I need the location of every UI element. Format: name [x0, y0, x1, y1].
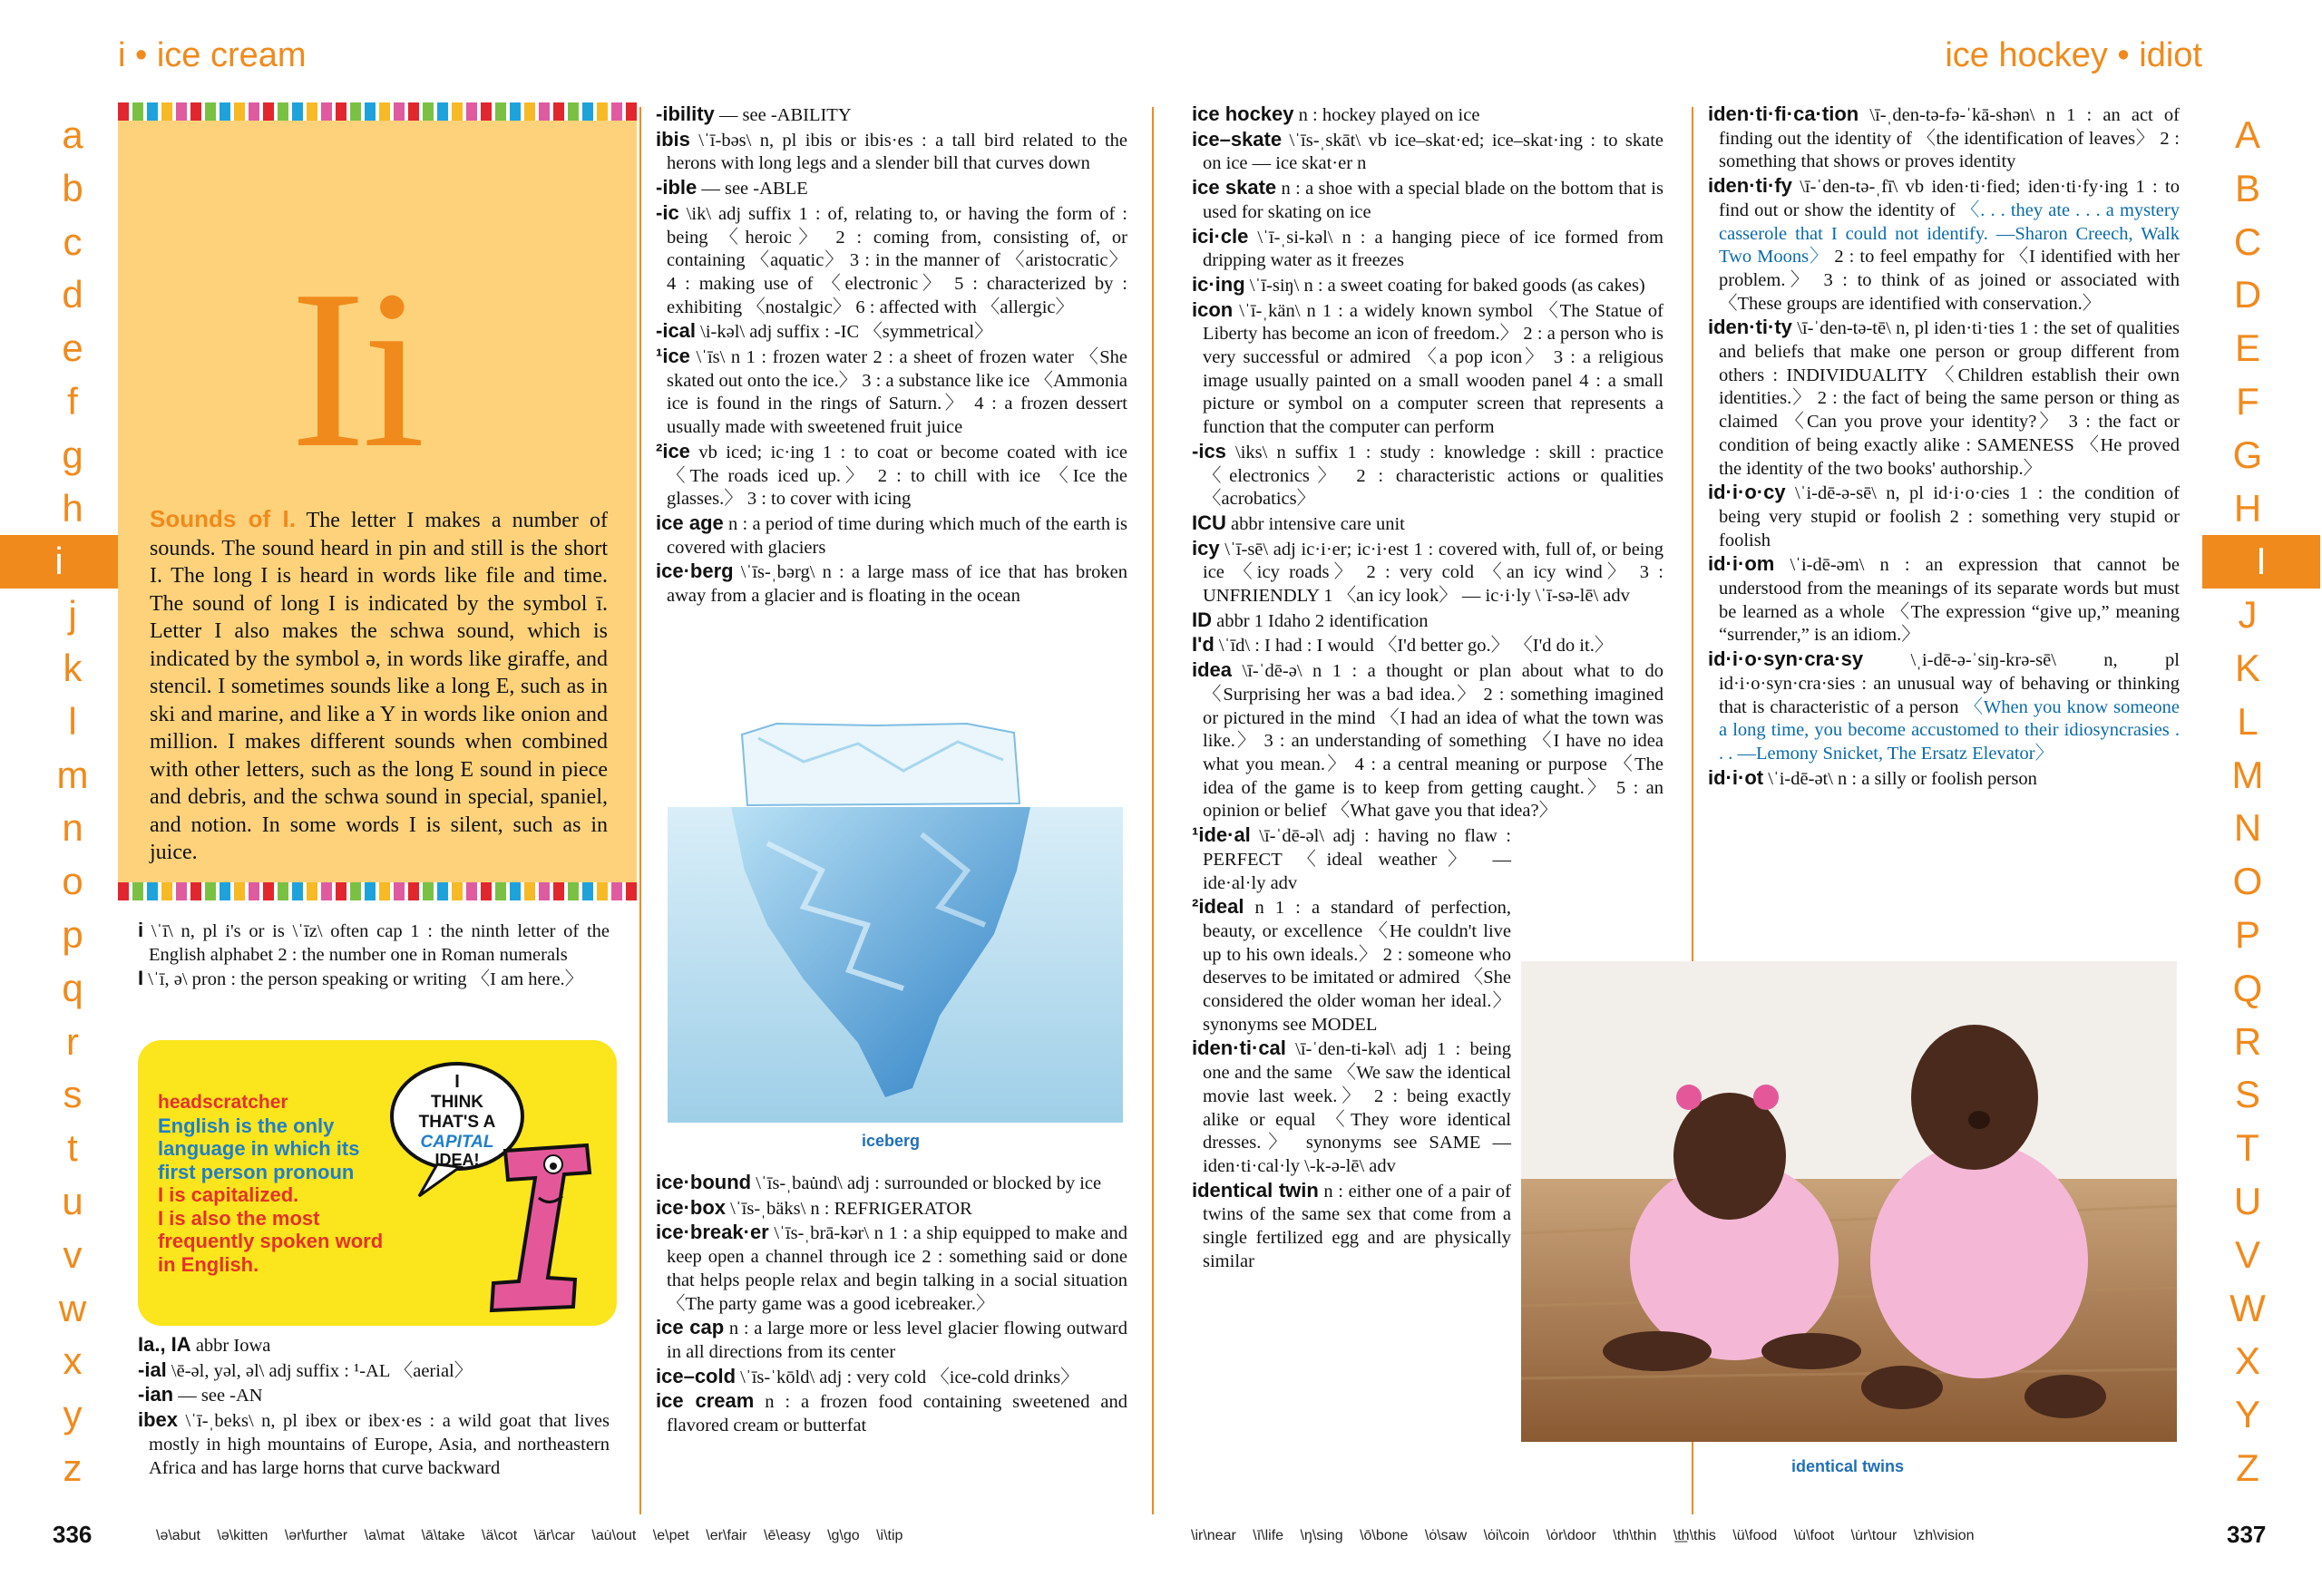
letter-tab-A[interactable]: A — [2234, 113, 2260, 156]
dictionary-entry — [1708, 481, 2180, 552]
entry-definition: \ˈī, ə\ pron : the person speaking or writing 〈I am here.〉 — [143, 969, 584, 990]
headscratcher-text — [158, 1091, 385, 1276]
letter-tab-h[interactable]: h — [62, 486, 83, 530]
letter-tab-j[interactable]: j — [68, 593, 77, 637]
entry-definition: \ˈī-sē\ adj ic·i·er; ic·i·est 1 : covered with, full of, or being ice 〈icy roads〉 2 : very cold 〈an icy wind〉 3 : UNFRIENDLY 1 〈an icy look〉 — ic·i·ly \ˈī-sə-lē\ adv — [1203, 539, 1663, 607]
letter-intro-panel — [118, 102, 637, 900]
letter-tab-Y[interactable]: Y — [2234, 1393, 2260, 1436]
running-head-right: ice hockey • idiot — [1945, 36, 2202, 74]
letter-tab-x[interactable]: x — [63, 1339, 83, 1383]
sounds-of-i-text — [150, 505, 608, 867]
entry-definition: \ˈī-ˌbeks\ n, pl ibex or ibex·es : a wild goat that lives mostly in high mountains of Europe, Asia, and northeastern Africa and has large horns that curve backward — [149, 1411, 610, 1478]
letter-tab-H[interactable]: H — [2233, 486, 2262, 530]
dictionary-entry — [138, 1333, 610, 1358]
entry-headword: I'd — [1192, 633, 1215, 657]
identical-twins-photo — [1521, 961, 2177, 1442]
entry-definition: \ˈī\ n, pl i's or is \ˈīz\ often cap 1 : the ninth letter of the English alphabet 2 : the number one in Roman numerals — [143, 921, 610, 965]
svg-text:I: I — [454, 1072, 460, 1092]
speech-bubble-mascot — [383, 1051, 610, 1314]
entry-quotation: 〈. . . they ate . . . a mystery casserole that I could not identify. —Sharon Creech, Walk Two Moons〉 — [1719, 200, 2180, 268]
entry-definition: \ˈīd\ : I had : I would 〈I'd better go.〉 〈I'd do it.〉 — [1214, 636, 1614, 657]
sounds-body: The letter I makes a number of sounds. The sound heard in pin and still is the short I. The long I is heard in words like file and time. The sound of long I is indicated by the symbol ī. Letter I also makes the schwa sound, which is indicated by the symbol ə, in words like giraffe, and stencil. I sometimes sounds like a long E, such as in ski and marine, and like a Y in words like onion and million. I makes different sounds when combined with other letters, such as the long E sound in piece and debris, and the schwa sound in special, spaniel, and notion. In some words I is silent, such as in juice. — [150, 509, 608, 864]
entry-headword: ice hockey — [1192, 102, 1294, 125]
entry-headword: iden·ti·ty — [1708, 316, 1792, 339]
letter-tab-v[interactable]: v — [63, 1232, 83, 1276]
column-2-top — [656, 102, 1127, 608]
headscratcher-fact-1: English is the only language in which its first person pronoun — [158, 1114, 360, 1183]
letter-tab-U[interactable]: U — [2233, 1179, 2262, 1222]
entry-definition-cont: 2 : to feel empathy for 〈I identified with her problem.〉 3 : to think of as joined or associated with 〈These groups are identified with conservation.〉 — [1719, 247, 2180, 314]
dictionary-entry — [1192, 658, 1663, 823]
column-1-bottom — [138, 1333, 610, 1480]
entry-headword: Ia., IA — [138, 1333, 191, 1356]
entry-headword: id·i·o·syn·cra·sy — [1708, 647, 1864, 671]
letter-tab-F[interactable]: F — [2236, 379, 2259, 423]
headscratcher-fact-2: I is also the most frequently spoken word in English. — [158, 1206, 384, 1276]
column-rule — [639, 107, 641, 1514]
letter-tab-n[interactable]: n — [62, 806, 83, 850]
letter-tab-P[interactable]: P — [2234, 912, 2260, 956]
iceberg-illustration — [668, 716, 1123, 1123]
dictionary-entry — [138, 967, 610, 992]
dictionary-entry — [1708, 316, 2180, 481]
letter-tab-J[interactable]: J — [2238, 593, 2258, 637]
dictionary-entry — [656, 1196, 1127, 1221]
svg-text:THINK: THINK — [430, 1093, 484, 1112]
entry-headword: ice cream — [656, 1389, 755, 1413]
entry-headword: iden·ti·fi·ca·tion — [1708, 102, 1859, 125]
letter-tab-u[interactable]: u — [62, 1179, 83, 1222]
letter-tab-c[interactable]: c — [63, 219, 83, 263]
dictionary-entry — [656, 1389, 1127, 1437]
letter-tab-z[interactable]: z — [63, 1445, 83, 1489]
dictionary-entry — [1192, 225, 1663, 273]
letter-tab-E[interactable]: E — [2234, 326, 2260, 370]
big-letter-heading: Ii — [290, 244, 422, 495]
headscratcher-box — [138, 1040, 617, 1326]
entry-headword: ID — [1192, 608, 1212, 631]
dictionary-entry — [1192, 537, 1663, 608]
entry-definition: n : a frozen food containing sweetened and flavored cream or butterfat — [667, 1392, 1127, 1436]
entry-headword: id·i·om — [1708, 552, 1775, 576]
entry-definition: \ē-əl, yəl, əl\ adj suffix : ¹-AL 〈aerial〉 — [166, 1360, 473, 1381]
letter-tab-Q[interactable]: Q — [2232, 966, 2263, 1009]
letter-tab-R[interactable]: R — [2233, 1019, 2262, 1063]
letter-tab-L[interactable]: L — [2237, 699, 2259, 743]
dictionary-entry — [1708, 552, 2180, 647]
dictionary-entry — [1192, 608, 1663, 634]
entry-definition: abbr intensive care unit — [1225, 513, 1405, 534]
letter-tab-V[interactable]: V — [2234, 1232, 2260, 1276]
dictionary-entry — [138, 1408, 610, 1480]
entry-definition: \ī-ˈden-tə-tē\ n, pl iden·ti·ties 1 : the set of qualities and beliefs that make one person or group different from others : INDIVIDUALITY 〈Children establish their own identities.〉 2 : the fact of being the same person or thing as claimed 〈Can you prove your identity?〉 3 : the fact or condition of being exactly alike : SAMENESS 〈He proved the identity of the two books' authorship.〉 — [1719, 318, 2180, 479]
entry-headword: ice–cold — [656, 1364, 737, 1387]
dictionary-entry — [1192, 1179, 1511, 1274]
entry-definition: n : hockey played on ice — [1293, 105, 1480, 125]
entry-quotation: 〈When you know someone a long time, you become accustomed to their idiosyncrasies . . . —Lemony Snicket, The Ersatz Elevator〉 — [1719, 696, 2180, 764]
entry-headword: ic·ing — [1192, 272, 1245, 296]
letter-tab-N[interactable]: N — [2233, 806, 2262, 850]
letter-tab-G[interactable]: G — [2232, 433, 2263, 476]
entry-headword: -ian — [138, 1383, 174, 1406]
letter-tab-a[interactable]: a — [62, 113, 83, 156]
entry-definition: n : a shoe with a special blade on the bottom that is used for skating on ice — [1203, 179, 1663, 222]
dictionary-entry — [656, 102, 1127, 128]
dictionary-entry — [1192, 102, 1663, 128]
dictionary-entry — [656, 1221, 1127, 1316]
entry-definition: — see -AN — [173, 1386, 263, 1406]
dictionary-entry — [656, 511, 1127, 560]
entry-definition: n : either one of a pair of twins of the same sex that come from a single fertilized egg and are physically similar — [1203, 1181, 1511, 1271]
column-2-bottom — [656, 1171, 1127, 1438]
entry-headword: ice age — [656, 511, 724, 534]
entry-headword: id·i·o·cy — [1708, 481, 1786, 504]
dictionary-entry — [656, 176, 1127, 201]
page-number-right: 337 — [2227, 1521, 2267, 1548]
twins-caption: identical twins — [1791, 1457, 1905, 1475]
letter-tab-M[interactable]: M — [2231, 753, 2264, 796]
letter-tab-Z[interactable]: Z — [2236, 1445, 2259, 1489]
entry-headword: ice cap — [656, 1316, 725, 1339]
entry-headword: ICU — [1192, 511, 1226, 534]
entry-headword: ibex — [138, 1408, 179, 1432]
dictionary-entry — [1192, 440, 1663, 511]
entry-headword: icon — [1192, 297, 1234, 321]
entry-definition: \ˈīs-ˌbau̇nd\ adj : surrounded or blocked by ice — [751, 1173, 1102, 1193]
entry-definition: abbr Iowa — [190, 1336, 271, 1356]
letter-tab-f[interactable]: f — [67, 379, 78, 423]
dictionary-entry — [1192, 633, 1663, 658]
entry-definition: — see -ABLE — [697, 179, 808, 200]
entry-definition: \ī-ˈden-ti-kəl\ adj 1 : being one and the same 〈We saw the identical movie last week.〉 2 : being exactly alike or equal 〈They wore identical dresses.〉 synonyms see SAME — iden·ti·cal·ly \-k-ə-lē\ adv — [1203, 1039, 1511, 1176]
letter-tab-b[interactable]: b — [62, 166, 83, 209]
letter-tab-k[interactable]: k — [63, 646, 83, 689]
entry-headword: ²ice — [656, 439, 690, 462]
entry-definition: \ī-ˌden-tə-fə-ˈkā-shən\ n 1 : an act of finding out the identity of 〈the identification of leaves〉 2 : something that shows or proves identity — [1719, 105, 2180, 172]
entry-definition: \iks\ n suffix 1 : study : knowledge : skill : practice 〈electronics〉 2 : characteristic actions or qualities 〈acrobatics〉 — [1203, 442, 1663, 510]
entry-definition: n : a large more or less level glacier flowing outward in all directions from its center — [667, 1319, 1127, 1362]
letter-tab-W[interactable]: W — [2229, 1286, 2266, 1329]
column-rule — [1152, 107, 1154, 1514]
entry-headword: ici·cle — [1192, 224, 1249, 248]
dictionary-entry — [1192, 895, 1511, 1036]
entry-definition: — see -ABILITY — [714, 105, 852, 125]
letter-tab-I[interactable]: I — [2202, 535, 2320, 589]
letter-tab-B[interactable]: B — [2234, 166, 2260, 209]
entry-headword: i — [138, 919, 144, 941]
entry-headword: -ics — [1192, 439, 1226, 462]
entry-definition: \ˈi-dē-əm\ n : an expression that cannot be understood from the meanings of its separate words but must be learned as a whole 〈The expression “give up,” meaning “surrender,” is an idiom.〉 — [1719, 555, 2180, 646]
entry-definition: \ˈīs-ˈkōld\ adj : very cold 〈ice-cold drinks〉 — [736, 1367, 1079, 1387]
entry-definition: \ˈīs-ˌbäks\ n : REFRIGERATOR — [726, 1198, 972, 1219]
entry-definition: \ˈi-dē-ə-sē\ n, pl id·i·o·cies 1 : the condition of being very stupid or foolish 2 : something very stupid or foolish — [1719, 483, 2180, 550]
dictionary-entry — [1192, 273, 1663, 298]
dictionary-entry — [656, 128, 1127, 176]
dictionary-entry — [138, 919, 610, 967]
letter-tab-m[interactable]: m — [56, 753, 89, 796]
letter-tab-C[interactable]: C — [2233, 219, 2262, 263]
entry-headword: ice·box — [656, 1195, 727, 1219]
dictionary-entry — [138, 1383, 610, 1408]
entry-definition: \ˈīs-ˌbrā-kər\ n 1 : a ship equipped to make and keep open a channel through ice 2 : something said or done that helps people relax and begin talking in a social situation 〈The party game was a good icebreaker.〉 — [667, 1223, 1127, 1314]
entry-headword: -ic — [656, 200, 679, 224]
alphabet-tabs-right — [2211, 109, 2284, 1495]
headscratcher-title: headscratcher — [158, 1092, 288, 1113]
iceberg-caption: iceberg — [862, 1132, 921, 1150]
entry-definition: \ˈīs-ˌbərg\ n : a large mass of ice that has broken away from a glacier and is floating in the ocean — [667, 562, 1127, 607]
entry-definition: \ˈī-siŋ\ n : a sweet coating for baked goods (as cakes) — [1244, 275, 1645, 296]
entry-definition: n 1 : a standard of perfection, beauty, or excellence 〈He couldn't live up to his own ideals.〉 2 : someone who deserves to be imitated or admired 〈She considered the older woman her ideal.〉 synonyms see MODEL — [1203, 898, 1511, 1035]
entry-headword: -ical — [656, 319, 697, 343]
entry-definition: \ˈīs-ˌskāt\ vb ice–skat·ed; ice–skat·ing : to skate on ice — ice skat·er n — [1203, 130, 1663, 174]
dictionary-entry — [656, 1171, 1127, 1196]
letter-tab-p[interactable]: p — [62, 912, 83, 956]
running-head-left: i • ice cream — [118, 36, 307, 74]
entry-definition: \ī-ˈdē-ə\ n 1 : a thought or plan about what to do 〈Surprising her was a bad idea.〉 2 : something imagined or pictured in the mind 〈I had an idea of what the town was like.〉 3 : an understanding of something 〈I have no idea what you mean.〉 4 : a central meaning or purpose 〈The idea of the game is to keep from getting caught.〉 5 : an opinion or belief 〈What gave you that idea?〉 — [1203, 661, 1663, 822]
entry-headword: ¹ide·al — [1192, 823, 1251, 847]
entry-headword: ²ideal — [1192, 895, 1244, 919]
entry-headword: ¹ice — [656, 345, 690, 368]
letter-tab-l[interactable]: l — [68, 699, 77, 743]
dictionary-entry — [1708, 647, 2180, 766]
svg-text:IDEA!: IDEA! — [434, 1151, 480, 1169]
entry-headword: identical twin — [1192, 1178, 1319, 1202]
svg-text:THAT'S A: THAT'S A — [418, 1113, 496, 1132]
entry-definition: \ˈi-dē-ət\ n : a silly or foolish person — [1763, 768, 2037, 789]
pronunciation-key-right: \ir\near \ī\life \ŋ\sing \ō\bone \ȯ\saw \ȯi\coin \ȯr\door \th\thin \t͟h\this \ü\food \u̇\foot \u̇r\tour \zh\vision — [1191, 1528, 1975, 1543]
entry-definition: \ik\ adj suffix 1 : of, relating to, or having the form of : being 〈heroic〉 2 : coming from, consisting of, or containing 〈aquatic〉 3 : in the manner of 〈aristocratic〉 4 : making use of 〈electronic〉 5 : characterized by : exhibiting 〈nostalgic〉 6 : affected with 〈allergic〉 — [667, 203, 1127, 317]
entry-headword: idea — [1192, 658, 1233, 682]
dictionary-entry — [656, 1365, 1127, 1390]
entry-headword: ice skate — [1192, 176, 1277, 200]
dictionary-entry — [1192, 823, 1511, 895]
color-stripe — [118, 882, 637, 900]
color-stripe — [118, 102, 637, 121]
entry-definition: \ˈī-ˌsi-kəl\ n : a hanging piece of ice formed from dripping water as it freezes — [1203, 227, 1663, 271]
entry-definition: \ˈīs\ n 1 : frozen water 2 : a sheet of frozen water 〈She skated out onto the ice.〉 3 : a substance like ice 〈Ammonia ice is found in the rings of Saturn.〉 4 : a frozen dessert usually made with sweetened fruit juice — [667, 347, 1127, 438]
entry-definition: \ˈī-ˌkän\ n 1 : a widely known symbol 〈The Statue of Liberty has become an icon of freedom.〉 2 : a person who is very successful or admired 〈a pop icon〉 3 : a religious image usually painted on a small wooden panel 4 : a small picture or symbol on a computer screen that represents a function that the computer can perform — [1203, 300, 1663, 438]
dictionary-entry — [656, 345, 1127, 440]
dictionary-entry — [656, 1316, 1127, 1364]
entry-headword: id·i·ot — [1708, 765, 1764, 789]
entry-headword: -ial — [138, 1358, 167, 1381]
entry-headword: -ible — [656, 176, 698, 200]
letter-tab-O[interactable]: O — [2232, 860, 2263, 903]
dictionary-entry — [1708, 174, 2180, 316]
pronunciation-key-left: \ə\abut \ə\kitten \ər\further \a\mat \ā\take \ä\cot \är\car \au̇\out \e\pet \er\fair \ē\easy \g\go \i\tip — [156, 1528, 903, 1543]
column-1-top — [138, 919, 610, 992]
dictionary-entry — [656, 201, 1127, 320]
letter-tab-T[interactable]: T — [2236, 1126, 2259, 1170]
dictionary-entry — [1708, 102, 2180, 174]
entry-headword: icy — [1192, 536, 1220, 560]
dictionary-entry — [138, 1358, 610, 1384]
letter-tab-q[interactable]: q — [62, 966, 83, 1009]
dictionary-entry — [656, 319, 1127, 345]
entry-headword: ice·break·er — [656, 1221, 769, 1244]
entry-definition: abbr 1 Idaho 2 identification — [1212, 610, 1429, 631]
entry-headword: ibis — [656, 127, 690, 151]
column-4 — [1708, 102, 2180, 791]
entry-definition: n : a period of time during which much of the earth is covered with glaciers — [667, 513, 1128, 558]
letter-tab-g[interactable]: g — [62, 433, 83, 476]
page-number-left: 336 — [53, 1521, 93, 1548]
entry-definition: \ī-ˈden-tə-ˌfī\ vb iden·ti·fied; iden·ti·fy·ing 1 : to find out or show the identity of — [1719, 177, 2180, 220]
dictionary-entry — [1192, 128, 1663, 176]
letter-tab-t[interactable]: t — [67, 1126, 78, 1170]
letter-tab-K[interactable]: K — [2234, 646, 2260, 689]
dictionary-entry — [656, 440, 1127, 511]
letter-tab-D[interactable]: D — [2233, 273, 2262, 316]
entry-headword: ice·bound — [656, 1171, 752, 1193]
dictionary-entry — [1192, 511, 1663, 537]
letter-tab-e[interactable]: e — [62, 326, 83, 370]
entry-headword: ice·berg — [656, 560, 734, 583]
letter-tab-S[interactable]: S — [2234, 1073, 2260, 1116]
letter-tab-r[interactable]: r — [66, 1019, 79, 1063]
dictionary-entry — [1708, 766, 2180, 792]
alphabet-tabs-left — [36, 109, 109, 1495]
letter-tab-w[interactable]: w — [58, 1286, 87, 1329]
entry-headword: ice–skate — [1192, 127, 1283, 151]
entry-definition: \ī-ˈdē-əl\ adj : having no flaw : PERFECT 〈ideal weather〉 — ide·al·ly adv — [1203, 826, 1511, 893]
entry-definition: vb iced; ic·ing 1 : to coat or become coated with ice 〈The roads iced up.〉 2 : to chill with ice 〈Ice the glasses.〉 3 : to cover with icing — [667, 442, 1127, 510]
entry-headword: -ibility — [656, 102, 715, 125]
dictionary-entry — [656, 560, 1127, 608]
letter-tab-y[interactable]: y — [63, 1393, 83, 1436]
dictionary-entry — [1192, 298, 1663, 440]
letter-tab-s[interactable]: s — [63, 1073, 83, 1116]
svg-text:CAPITAL: CAPITAL — [420, 1133, 494, 1152]
letter-tab-o[interactable]: o — [62, 860, 83, 903]
dictionary-entry — [1192, 176, 1663, 224]
headscratcher-fact-1b: I is capitalized. — [158, 1183, 299, 1206]
letter-tab-X[interactable]: X — [2234, 1339, 2260, 1383]
entry-definition: \ˌi-dē-ə-ˈsiŋ-krə-sē\ n, pl id·i·o·syn·cra·sies : an unusual way of behaving or thinking that is characteristic of a person — [1719, 650, 2180, 717]
entry-headword: iden·ti·fy — [1708, 174, 1792, 198]
letter-tab-i[interactable]: i — [0, 535, 118, 589]
entry-headword: I — [138, 967, 144, 990]
entry-headword: iden·ti·cal — [1192, 1036, 1286, 1060]
dictionary-entry — [1192, 1036, 1511, 1178]
letter-tab-d[interactable]: d — [62, 273, 83, 316]
entry-definition: \ˈī-bəs\ n, pl ibis or ibis·es : a tall bird related to the herons with long legs and a slender bill that curves down — [667, 130, 1127, 174]
sounds-title: Sounds of I. — [150, 505, 296, 532]
entry-definition: \i-kəl\ adj suffix : -IC 〈symmetrical〉 — [696, 322, 993, 343]
